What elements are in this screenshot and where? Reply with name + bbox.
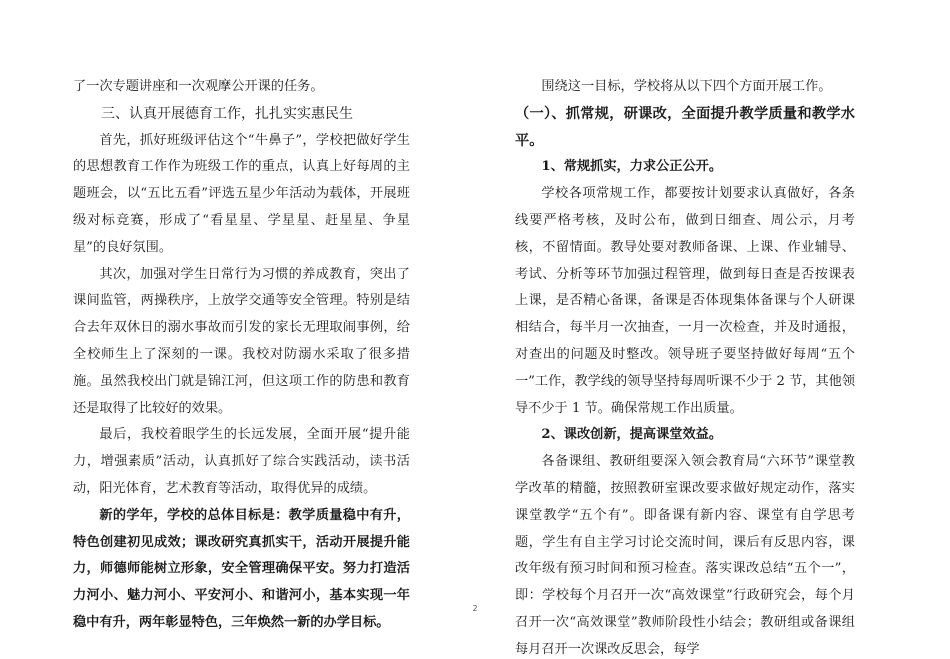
paragraph: 1、常规抓实，力求公正公开。 <box>541 159 723 175</box>
paragraph: 各备课组、教研组要深入领会教育局“六环节”课堂教学改革的精髓，按照教研室课改要求做好规定动作，落实课堂教学“五个有”。即备课有新内容、课堂有自学思考题，学生有自主学习讨论交流时间，课后有反思内容，课改年级有预习时间和预习检查。落实课改总结“五个一”，即：学校每个月召开一次“高效课堂”行政研究会，每个月召开一次“高效课堂”教师阶段性小结会；教研组或备课组每月召开一次课改反思会，每学 <box>515 454 855 657</box>
paragraph: 围绕这一目标，学校将从以下四个方面开展工作。 <box>541 79 832 94</box>
paragraph: 首先，抓好班级评估这个“牛鼻子”，学校把做好学生的思想教育工作作为班级工作的重点，认真上好每周的主题班会，以“五比五看”评选五星少年活动为载体，开展班级对标竞赛，形成了“看星星、学星星、赶星星、争星星”的良好氛围。 <box>73 132 410 255</box>
paragraph: 最后，我校着眼学生的长远发展，全面开展“提升能力，增强素质”活动，认真抓好了综合实践活动，读书活动，阳光体育，艺术教育等活动，取得优异的成绩。 <box>73 427 410 496</box>
page-number: 2 <box>472 604 478 613</box>
paragraph: 三、认真开展德育工作，扎扎实实惠民生 <box>101 105 353 122</box>
paragraph: （一）、抓常规，研课改，全面提升教学质量和教学水平。 <box>515 105 855 149</box>
right-column <box>515 74 855 659</box>
paragraph: 了一次专题讲座和一次观摩公开课的任务。 <box>73 79 324 94</box>
left-column <box>73 74 410 637</box>
paragraph: 2、课改创新，提高课堂效益。 <box>541 427 723 443</box>
paragraph: 其次，加强对学生日常行为习惯的养成教育，突出了课间监管，两操秩序，上放学交通等安全管理。特别是结合去年双休日的溺水事故而引发的家长无理取闹事例，给全校师生上了深刻的一课。我校对防溺水采取了很多措施。虽然我校出门就是锦江河，但这项工作的防患和教育还是取得了比较好的效果。 <box>73 266 410 416</box>
paragraph: 新的学年，学校的总体目标是：教学质量稳中有升，特色创建初见成效；课改研究真抓实干，活动开展提升能力，师德师能树立形象，安全管理确保平安。努力打造活力河小、魅力河小、平安河小、和谐河小，基本实现一年稳中有升，两年彰显特色，三年焕然一新的办学目标。 <box>73 507 410 630</box>
paragraph: 学校各项常规工作，都要按计划要求认真做好，各条线要严格考核，及时公布，做到日细查、周公示，月考核，不留情面。教导处要对教师备课、上课、作业辅导、考试、分析等环节加强过程管理，做到每日查是否按课表上课，是否精心备课，备课是否体现集体备课与个人研课相结合，每半月一次抽查，一月一次检查，并及时通报，对查出的问题及时整改。领导班子要坚持做好每周“五个一”工作，教学线的领导坚持每周听课不少于 2 节，其他领导不少于 1 节。确保常规工作出质量。 <box>515 186 856 416</box>
